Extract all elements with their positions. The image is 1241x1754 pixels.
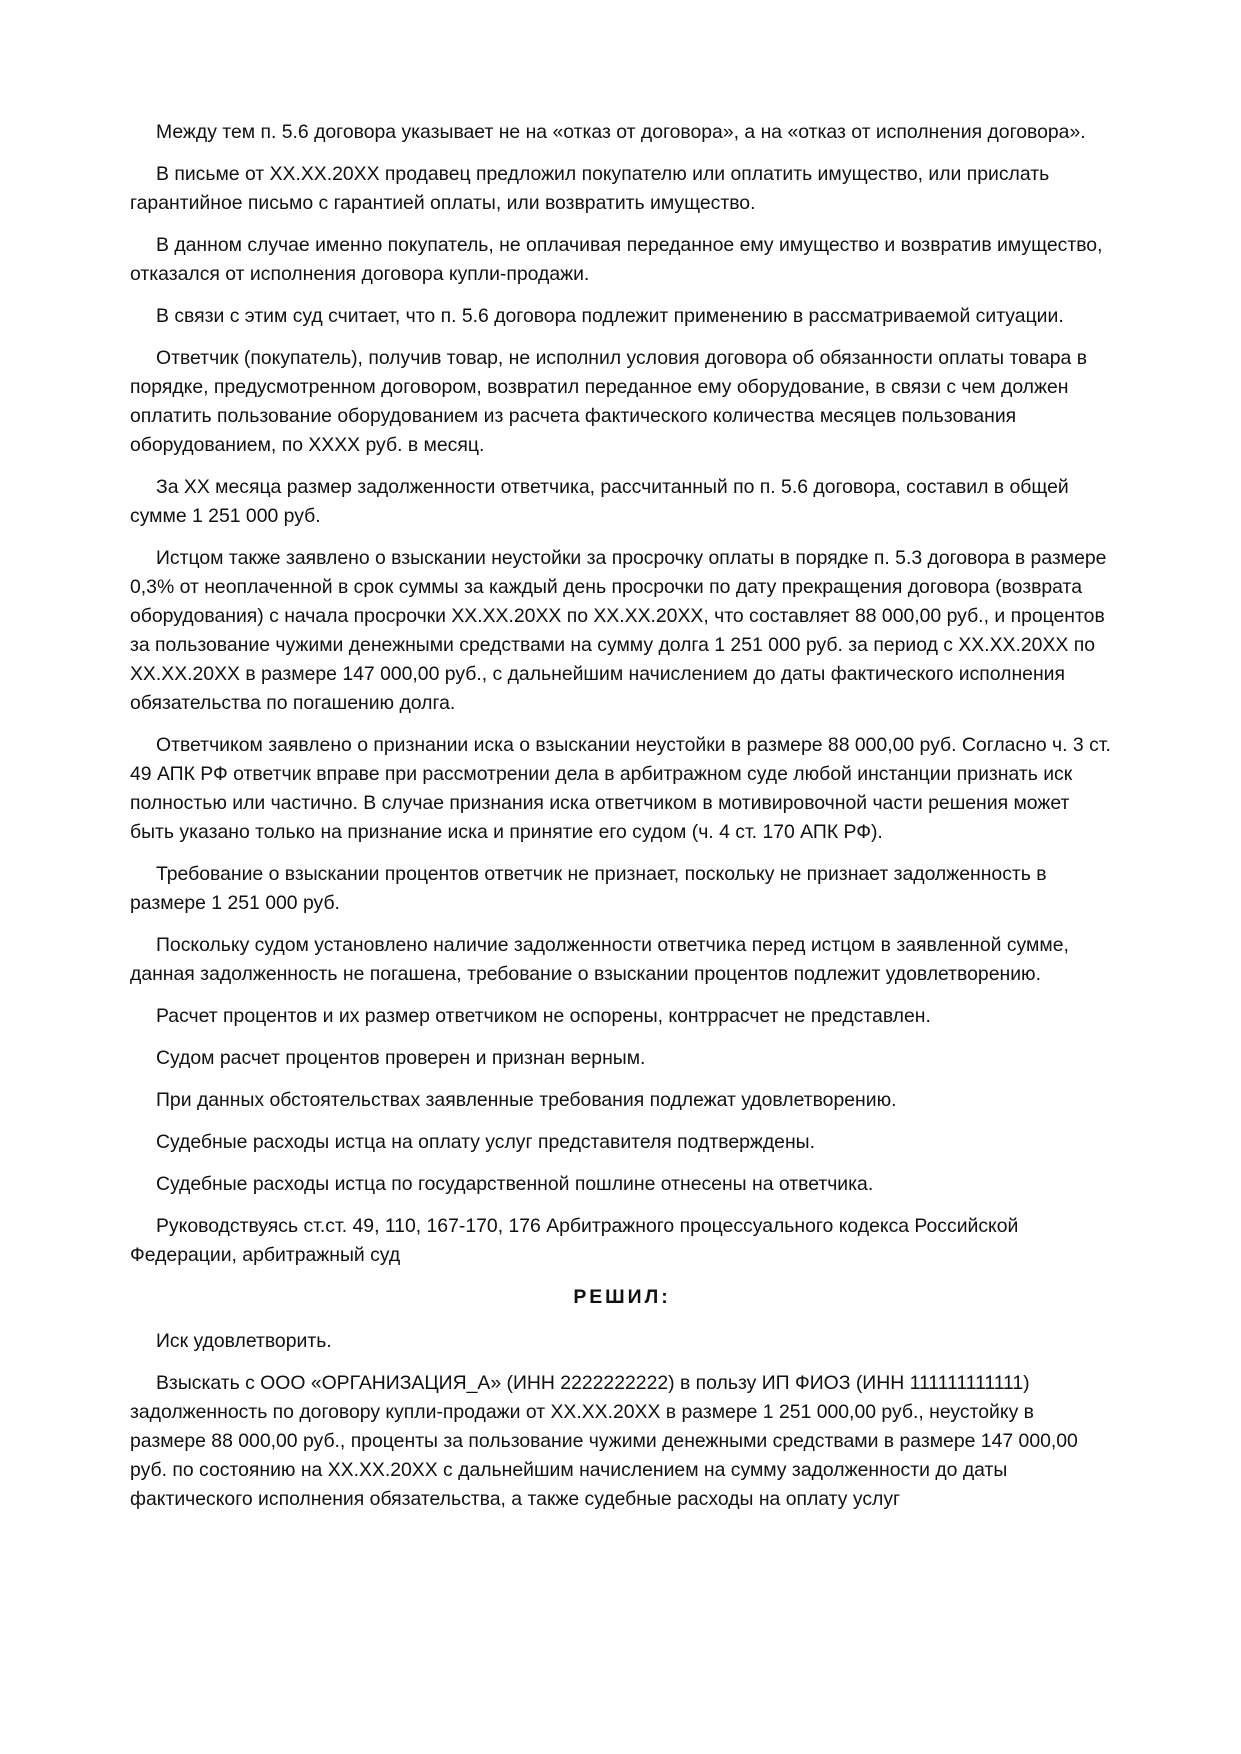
paragraph-penalty-claim: Истцом также заявлено о взыскании неустойки за просрочку оплаты в порядке п. 5.3 договора в размере 0,3% от неоплаченной в срок суммы за каждый день просрочки по дату прекращения договора (возврата оборудования) с начала просрочки ХХ.ХХ.20ХХ по ХХ.ХХ.20ХХ, что составляет 88 000,00 руб., и процентов за пользование чужими денежными средствами на сумму долга 1 251 000 руб. за период с ХХ.ХХ.20ХХ по ХХ.ХХ.20ХХ в размере 147 000,00 руб., с дальнейшим начислением до даты фактического исполнения обязательства по погашению долга. <box>130 547 1107 714</box>
paragraph-representative-costs: Судебные расходы истца на оплату услуг представителя подтверждены. <box>156 1131 815 1153</box>
paragraph-interest-dispute: Требование о взыскании процентов ответчик не признает, поскольку не признает задолженность в размере 1 251 000 руб. <box>130 863 1047 914</box>
paragraph-defendant-obligation: Ответчик (покупатель), получив товар, не исполнил условия договора об обязанности оплаты товара в порядке, предусмотренном договором, возвратил переданное ему оборудование, в связи с чем должен оплатить пользование оборудованием из расчета фактического количества месяцев пользования оборудованием, по ХХХХ руб. в месяц. <box>130 347 1088 456</box>
paragraph-claims-satisfied: При данных обстоятельствах заявленные требования подлежат удовлетворению. <box>156 1089 897 1111</box>
paragraph-contract-clause: Между тем п. 5.6 договора указывает не на «отказ от договора», а на «отказ от исполнения договора». <box>156 121 1086 143</box>
paragraph-state-duty: Судебные расходы истца по государственной пошлине отнесены на ответчика. <box>156 1173 874 1195</box>
paragraph-claim-admission: Ответчиком заявлено о признании иска о взыскании неустойки в размере 88 000,00 руб. Согласно ч. 3 ст. 49 АПК РФ ответчик вправе при рассмотрении дела в арбитражном суде любой инстанции признать иск полностью или частично. В случае признания иска ответчиком в мотивировочной части решения может быть указано только на признание иска и принятие его судом (ч. 4 ст. 170 АПК РФ). <box>130 734 1111 843</box>
paragraph-calculation-verified: Судом расчет процентов проверен и признан верным. <box>156 1047 646 1069</box>
paragraph-seller-letter: В письме от ХХ.ХХ.20ХХ продавец предложил покупателю или оплатить имущество, или прислать гарантийное письмо с гарантией оплаты, или возвратить имущество. <box>130 163 1050 214</box>
paragraph-interest-satisfaction: Поскольку судом установлено наличие задолженности ответчика перед истцом в заявленной сумме, данная задолженность не погашена, требование о взыскании процентов подлежит удовлетворению. <box>130 934 1069 985</box>
paragraph-buyer-refusal: В данном случае именно покупатель, не оплачивая переданное ему имущество и возвратив имущество, отказался от исполнения договора купли-продажи. <box>130 234 1103 285</box>
decision-heading-colon: : <box>661 1286 668 1308</box>
paragraph-legal-basis: Руководствуясь ст.ст. 49, 110, 167-170, 176 Арбитражного процессуального кодекса Российской Федерации, арбитражный суд <box>130 1215 1019 1266</box>
paragraph-calculation-uncontested: Расчет процентов и их размер ответчиком не оспорены, контррасчет не представлен. <box>156 1005 931 1027</box>
decision-heading <box>130 1283 1111 1312</box>
paragraph-claim-granted: Иск удовлетворить. <box>156 1330 332 1352</box>
paragraph-recovery-order: Взыскать с ООО «ОРГАНИЗАЦИЯ_А» (ИНН 2222222222) в пользу ИП ФИОЗ (ИНН 111111111111) задолженность по договору купли-продажи от ХХ.ХХ.20ХХ в размере 1 251 000,00 руб., неустойку в размере 88 000,00 руб., проценты за пользование чужими денежными средствами в размере 147 000,00 руб. по состоянию на ХХ.ХХ.20ХХ с дальнейшим начислением на сумму задолженности до даты фактического исполнения обязательства, а также судебные расходы на оплату услуг <box>130 1372 1078 1510</box>
paragraph-debt-amount: За ХХ месяца размер задолженности ответчика, рассчитанный по п. 5.6 договора, составил в общей сумме 1 251 000 руб. <box>130 476 1069 527</box>
decision-heading-word: РЕШИЛ <box>573 1286 662 1308</box>
paragraph-court-finding: В связи с этим суд считает, что п. 5.6 договора подлежит применению в рассматриваемой ситуации. <box>156 305 1064 327</box>
document-body <box>130 118 1111 1527</box>
